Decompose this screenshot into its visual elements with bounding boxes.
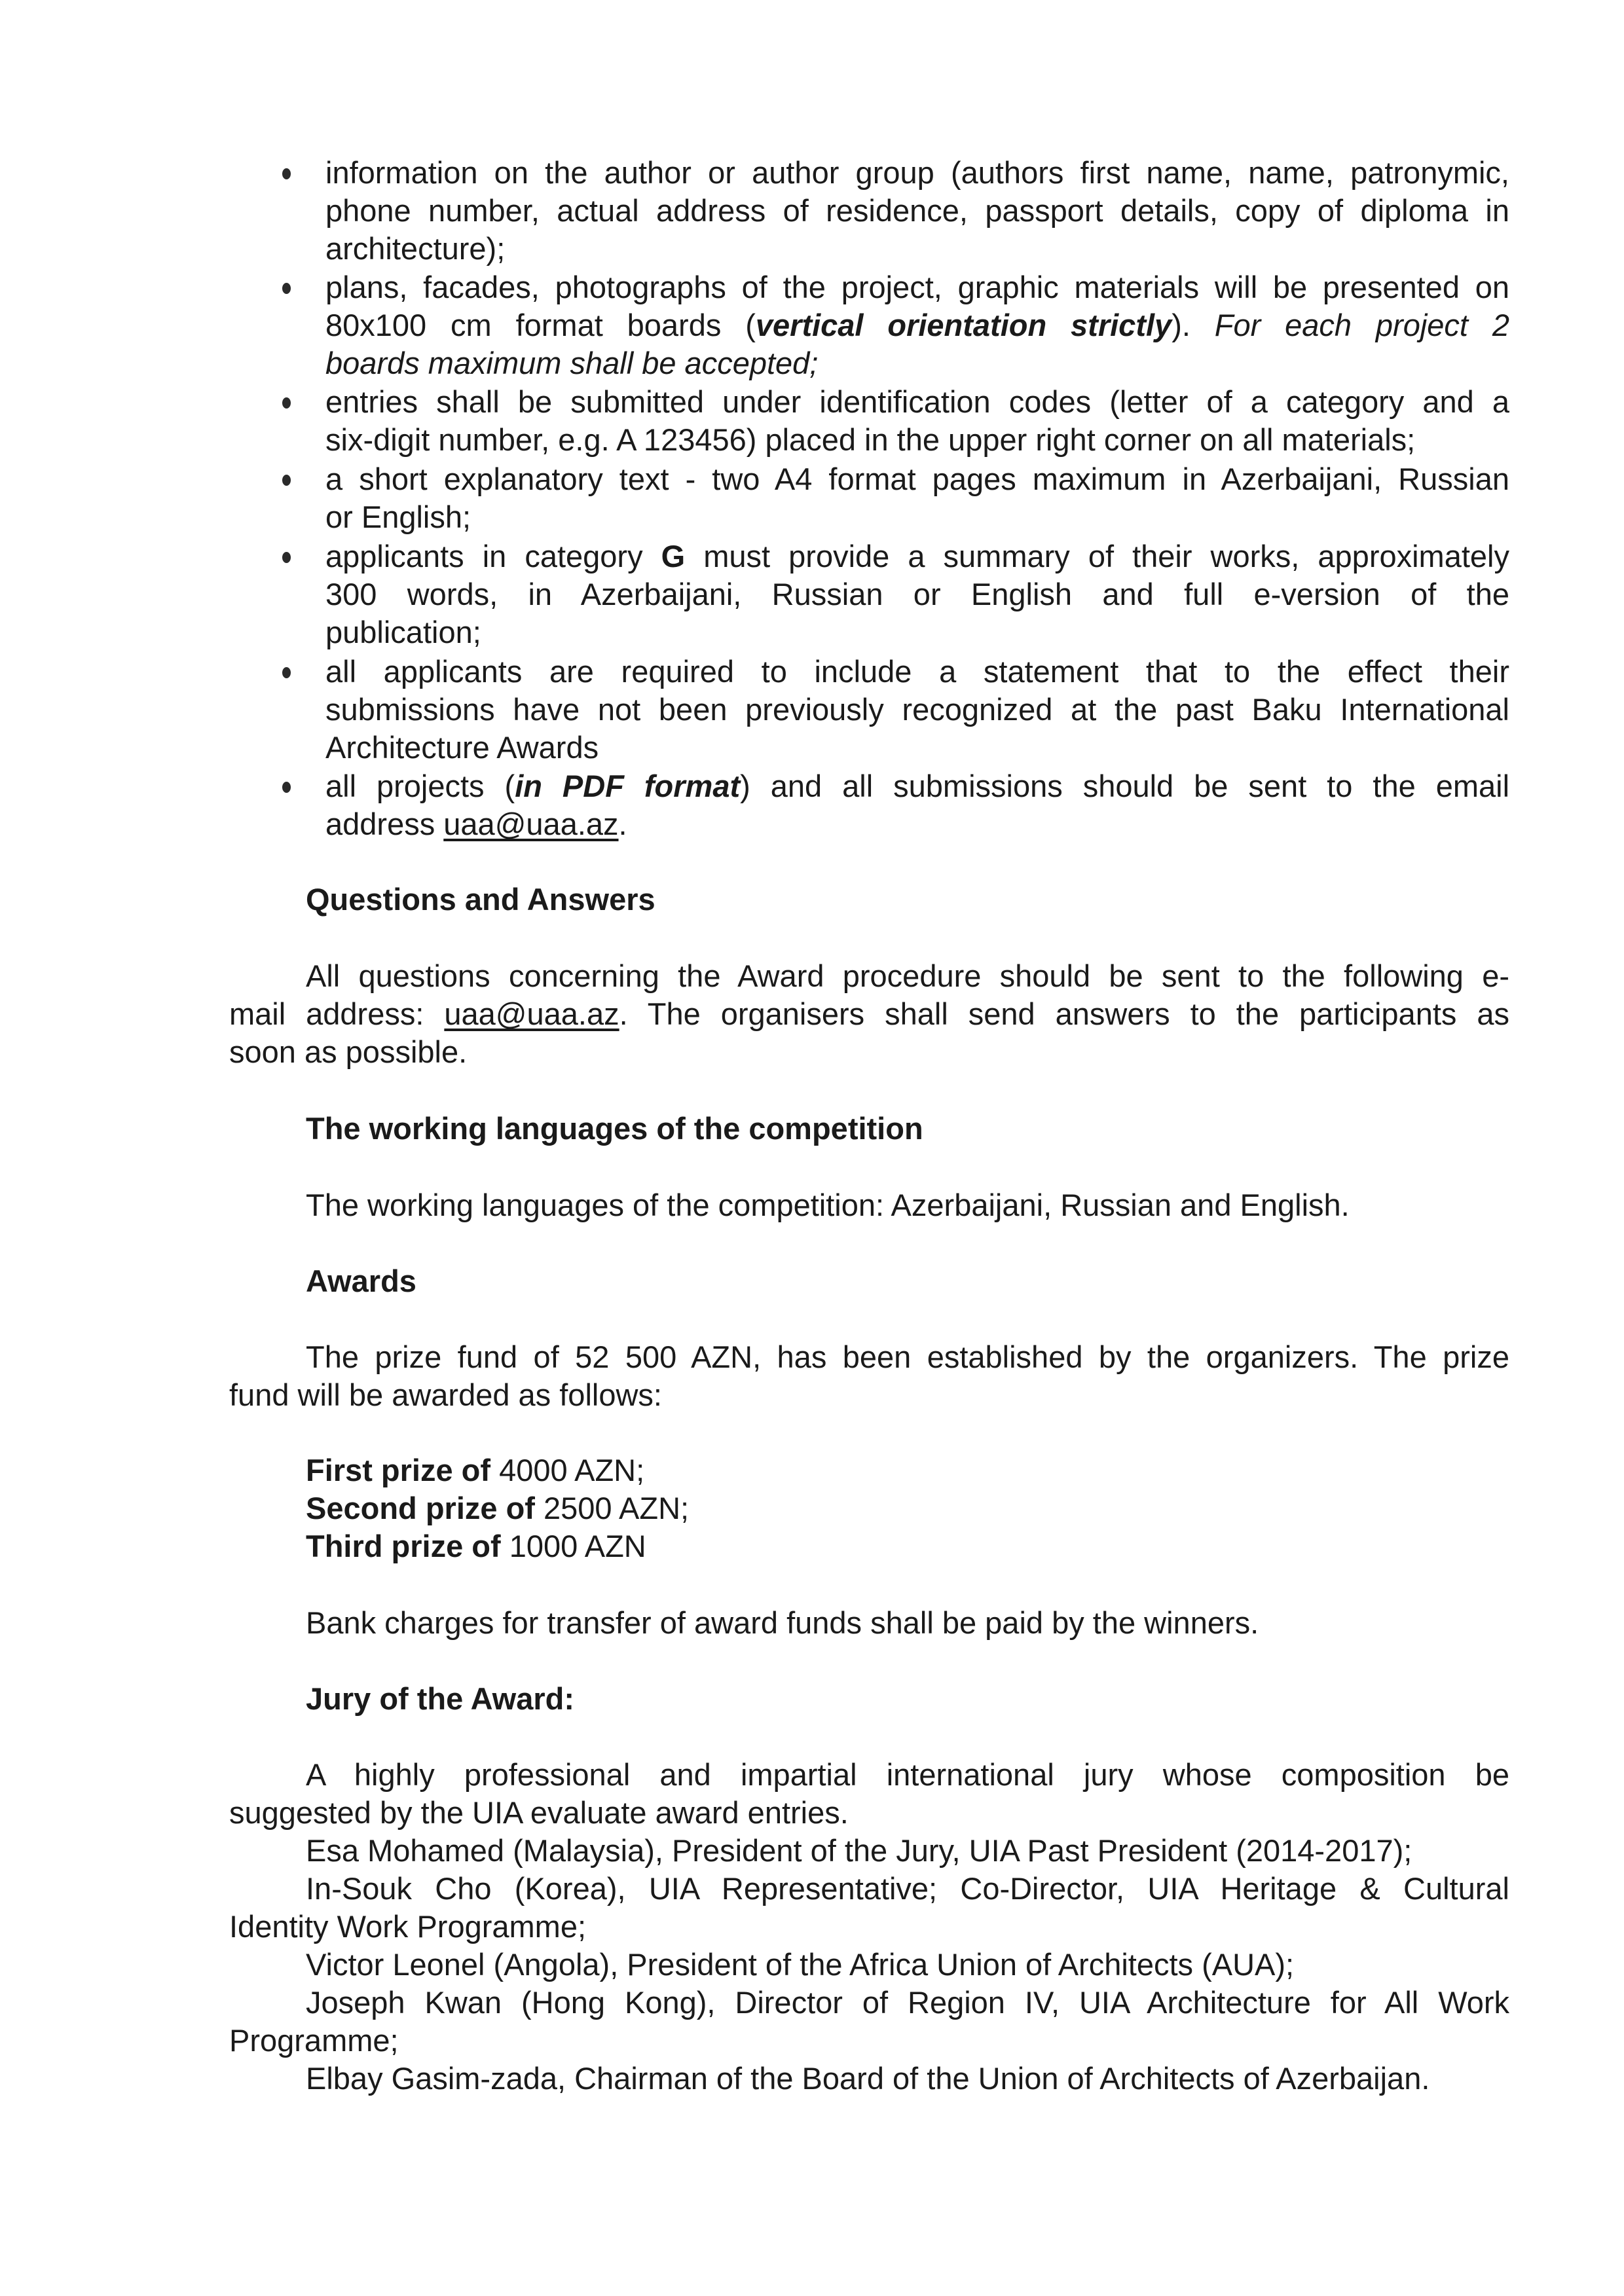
list-item-text [325, 767, 1509, 805]
jury-member-continuation: Identity Work Programme; [229, 1909, 587, 1944]
italic-text: For each project 2 [1214, 308, 1509, 342]
list-item-text: submissions have not been previously recognized at the past Baku International [325, 692, 1509, 727]
text-run: 80x100 cm format boards ( [325, 308, 756, 342]
list-item-text [325, 306, 1509, 344]
jury-member-continuation: Programme; [229, 2023, 399, 2058]
list-item-text: phone number, actual address of residence, passport details, copy of diploma in [325, 193, 1509, 228]
prize-item [306, 1527, 646, 1565]
list-item-text: or English; [325, 500, 471, 534]
jury-member: In-Souk Cho (Korea), UIA Representative; Co-Director, UIA Heritage & Cultural [306, 1871, 1509, 1906]
prize-amount: 1000 AZN [500, 1529, 646, 1563]
section-heading: Jury of the Award: [306, 1681, 575, 1716]
paragraph-line: The working languages of the competition: Azerbaijani, Russian and English. [306, 1188, 1350, 1222]
prize-label: Third prize of [306, 1529, 501, 1563]
bullet-icon [282, 667, 291, 678]
list-item-text: architecture); [325, 231, 506, 266]
text-run: all projects ( [325, 769, 515, 803]
text-run: ). [1172, 308, 1215, 342]
prize-label: First prize of [306, 1453, 491, 1487]
text-run: mail address: [229, 996, 445, 1031]
jury-member: Victor Leonel (Angola), President of the Africa Union of Architects (AUA); [306, 1947, 1295, 1982]
paragraph-line: All questions concerning the Award procedure should be sent to the following e- [306, 958, 1509, 993]
bullet-icon [282, 397, 291, 409]
list-item-text [325, 538, 1509, 575]
list-item-text: boards maximum shall be accepted; [325, 346, 819, 380]
jury-member: Elbay Gasim-zada, Chairman of the Board of the Union of Architects of Azerbaijan. [306, 2061, 1430, 2096]
paragraph-line: A highly professional and impartial international jury whose composition be [306, 1757, 1509, 1792]
list-item-text: all applicants are required to include a statement that to the effect their [325, 654, 1509, 689]
bullet-icon [282, 782, 291, 793]
section-heading: Questions and Answers [306, 882, 655, 917]
text-run: address [325, 807, 444, 841]
list-item-text: entries shall be submitted under identification codes (letter of a category and a [325, 384, 1509, 419]
section-heading: The working languages of the competition [306, 1111, 923, 1146]
prize-amount: 2500 AZN; [534, 1491, 690, 1525]
text-run: . [618, 807, 627, 841]
text-run: . The organisers shall send answers to the participants as [619, 996, 1509, 1031]
category-letter: G [661, 539, 686, 574]
bullet-icon [282, 475, 291, 486]
paragraph-line: fund will be awarded as follows: [229, 1377, 662, 1412]
emphasis-text: vertical orientation strictly [755, 308, 1172, 342]
emphasis-text: in PDF format [515, 769, 741, 803]
paragraph-line: Bank charges for transfer of award funds shall be paid by the winners. [306, 1605, 1259, 1640]
email-link[interactable]: uaa@uaa.az [444, 996, 619, 1031]
paragraph-line: suggested by the UIA evaluate award entries. [229, 1795, 849, 1830]
paragraph-line: The prize fund of 52 500 AZN, has been established by the organizers. The prize [306, 1339, 1509, 1374]
prize-item [306, 1451, 644, 1489]
list-item-text: Architecture Awards [325, 730, 599, 765]
text-run: must provide a summary of their works, approximately [685, 539, 1509, 574]
bullet-icon [282, 168, 291, 179]
list-item-text [325, 805, 627, 843]
list-item-text: publication; [325, 615, 481, 649]
list-item-text: six-digit number, e.g. A 123456) placed in the upper right corner on all materials; [325, 422, 1416, 457]
jury-member: Joseph Kwan (Hong Kong), Director of Region IV, UIA Architecture for All Work [306, 1985, 1509, 2020]
prize-label: Second prize of [306, 1491, 535, 1525]
list-item-text: 300 words, in Azerbaijani, Russian or English and full e-version of the [325, 577, 1509, 611]
paragraph-line: soon as possible. [229, 1034, 468, 1069]
list-item-text: a short explanatory text - two A4 format pages maximum in Azerbaijani, Russian [325, 462, 1509, 496]
list-item-text: plans, facades, photographs of the project, graphic materials will be presented on [325, 270, 1509, 304]
prize-item [306, 1489, 689, 1527]
section-heading: Awards [306, 1264, 416, 1298]
prize-amount: 4000 AZN; [490, 1453, 645, 1487]
email-link[interactable]: uaa@uaa.az [443, 807, 619, 841]
text-run: applicants in category [325, 539, 661, 574]
paragraph-line [229, 995, 1509, 1033]
bullet-icon [282, 283, 291, 294]
bullet-icon [282, 552, 291, 563]
jury-member: Esa Mohamed (Malaysia), President of the Jury, UIA Past President (2014-2017); [306, 1833, 1412, 1868]
list-item-text: information on the author or author group (authors first name, name, patronymic, [325, 155, 1509, 190]
text-run: ) and all submissions should be sent to the email [740, 769, 1509, 803]
